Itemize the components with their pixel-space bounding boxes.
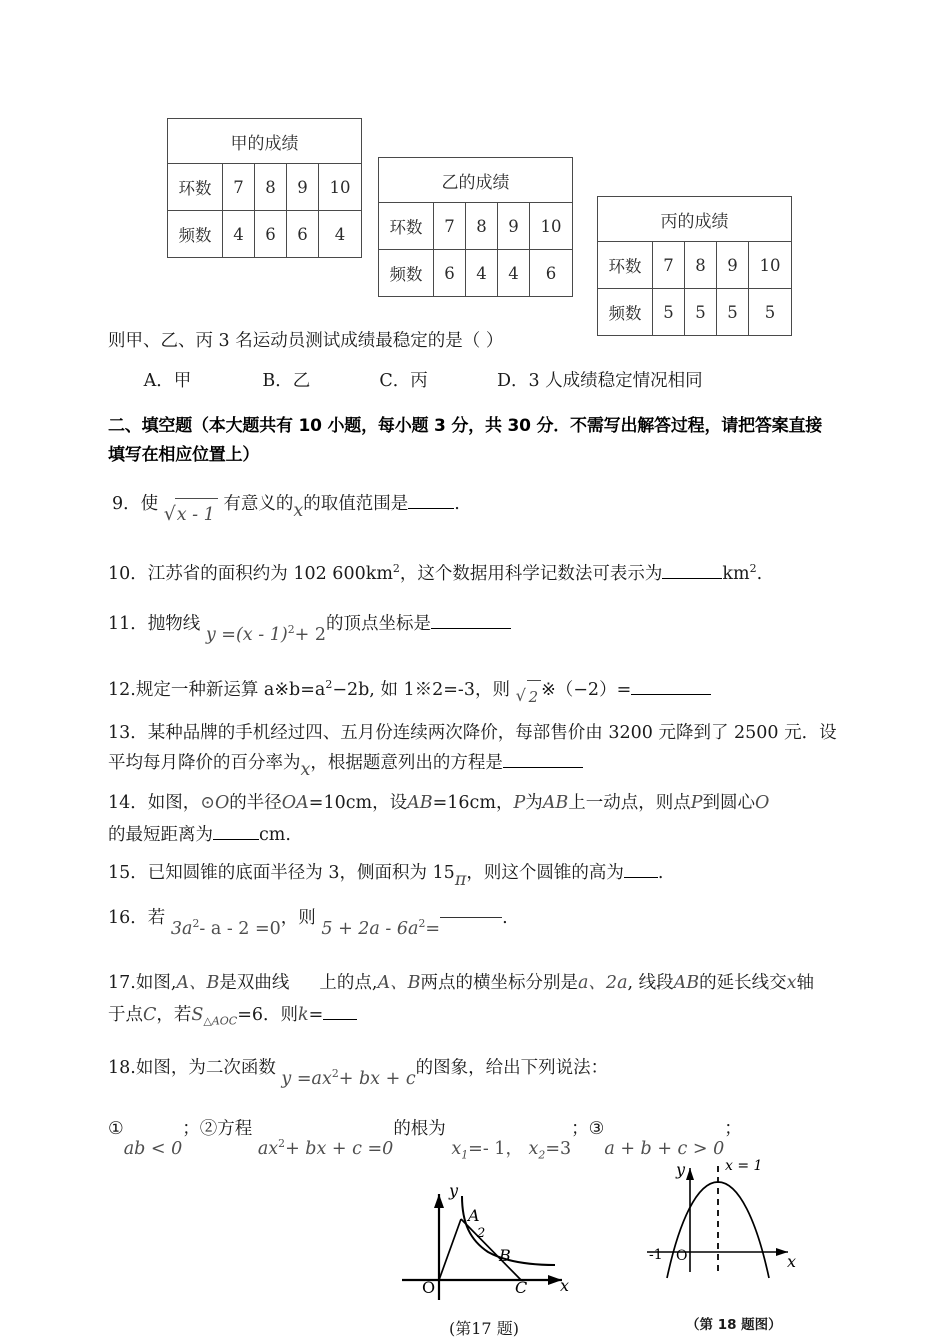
question-17-text-3: 上的点, <box>319 973 378 993</box>
score-table-jia <box>167 118 362 258</box>
exponent: 2 <box>192 917 200 930</box>
root-x1 <box>451 1134 523 1171</box>
question-17-text-8: 于点 <box>108 1005 143 1025</box>
question-14-text-9: cm. <box>259 825 291 845</box>
table-row <box>168 164 362 211</box>
segment-ab: AB <box>407 793 433 813</box>
question-14-text-4: =16cm， <box>432 793 514 813</box>
row-label-rings: 环数 <box>598 242 653 289</box>
figure-18 <box>645 1160 825 1292</box>
figure-17-point-a-label: A <box>468 1206 480 1225</box>
row-label-freq: 频数 <box>168 211 223 258</box>
question-13-variable: x <box>300 760 311 780</box>
option-a-key: A． <box>143 371 174 391</box>
figure-18-y-label: y <box>676 1160 686 1179</box>
row-label-rings: 环数 <box>168 164 223 211</box>
question-17-text-1: 如图, <box>135 973 177 993</box>
point-c: C <box>143 1005 157 1025</box>
figure-17-caption: (第17 题) <box>449 1319 519 1338</box>
question-14-text-7: 到圆心 <box>702 793 756 813</box>
fn-tail: + bx + c <box>338 1068 416 1089</box>
eq-tail: + bx + c =0 <box>285 1138 394 1159</box>
question-11 <box>108 604 511 645</box>
statement-1: ab < 0 <box>123 1138 183 1159</box>
answer-blank[interactable] <box>440 917 502 918</box>
table-row <box>598 289 792 336</box>
k-variable: k <box>298 1005 309 1025</box>
ring-value: 10 <box>319 164 362 211</box>
question-16-text-1: 若 <box>147 907 166 928</box>
question-9-text-1: 使 <box>140 494 159 514</box>
answer-blank[interactable] <box>662 578 722 579</box>
ring-value: 7 <box>223 164 255 211</box>
question-11-number: 11． <box>108 613 148 634</box>
eq2-tail: = <box>425 918 441 939</box>
freq-value: 5 <box>653 289 685 336</box>
question-12-text-3: ※（−2）= <box>541 679 632 700</box>
freq-value: 6 <box>255 211 287 258</box>
question-16-text-3: . <box>502 907 508 928</box>
question-11-text-1: 抛物线 <box>147 613 201 634</box>
exponent: 2 <box>278 1137 286 1150</box>
question-17-line-2 <box>108 1000 357 1037</box>
question-15-number: 15． <box>108 863 148 883</box>
question-13-text-1: 某种品牌的手机经过四、五月份连续两次降价，每部售价由 3200 元降到了 2500 元．设 <box>147 723 837 743</box>
ring-value: 8 <box>685 242 717 289</box>
point-p: P <box>690 793 703 813</box>
question-10 <box>108 554 762 589</box>
figure-18-x-label: x <box>787 1252 797 1271</box>
question-13-line-1 <box>108 718 837 748</box>
ring-value: 7 <box>434 203 466 250</box>
table-title-row <box>168 119 362 164</box>
freq-value: 4 <box>319 211 362 258</box>
freq-value: 4 <box>498 250 530 297</box>
question-15 <box>108 858 663 888</box>
x2-subscript: 2 <box>538 1148 546 1162</box>
question-15-text-1: 已知圆锥的底面半径为 3，侧面积为 15 <box>147 863 455 883</box>
area-subscript: △AOC <box>203 1014 238 1028</box>
exponent: 2 <box>749 562 757 575</box>
table-row <box>379 250 573 297</box>
pi-symbol: π <box>454 870 467 890</box>
question-14-text-6: 上一动点，则点 <box>568 793 691 813</box>
question-13-number: 13． <box>108 723 148 743</box>
freq-value: 4 <box>223 211 255 258</box>
x-variable: x <box>786 973 797 993</box>
exponent: 2 <box>418 917 426 930</box>
question-9-radical <box>164 498 218 530</box>
score-table-yi <box>378 157 573 297</box>
question-10-text-3: km <box>722 563 750 584</box>
separator: ； <box>571 1118 589 1139</box>
statement-2-text: 的根为 <box>393 1118 446 1139</box>
question-8-options <box>108 366 703 396</box>
point-p: P <box>513 793 526 813</box>
formula-y: y = <box>205 624 236 645</box>
answer-blank[interactable] <box>323 1019 357 1020</box>
question-18-line-1 <box>108 1048 609 1089</box>
question-17-text-10: =6．则 <box>237 1005 299 1025</box>
freq-value: 4 <box>466 250 498 297</box>
question-9 <box>112 487 460 525</box>
statement-3-marker: ③ <box>588 1118 605 1139</box>
table-row <box>379 203 573 250</box>
freq-value: 6 <box>530 250 573 297</box>
figure-17 <box>392 1178 587 1312</box>
abscissas: a、2a <box>578 973 628 993</box>
question-14-line-1 <box>108 788 769 818</box>
table-title: 甲的成绩 <box>168 119 362 164</box>
formula-tail: + 2 <box>294 624 326 645</box>
points-ab: A、B <box>176 973 220 993</box>
question-12-radical <box>516 680 542 712</box>
figure-17-point-b-label: B <box>499 1246 511 1265</box>
question-14-text-2: 的半径 <box>229 793 282 813</box>
question-10-text-4: . <box>756 563 763 584</box>
question-9-number: 9． <box>112 494 141 514</box>
eq-lead: ax <box>257 1138 279 1159</box>
question-9-text-3: 的取值范围是 <box>303 494 409 514</box>
ring-value: 9 <box>717 242 749 289</box>
statement-2-marker: ②方程 <box>199 1118 253 1139</box>
question-13-text-2a: 平均每月降价的百分率为 <box>108 753 301 773</box>
eq2-lead: 5 + 2a - 6a <box>321 918 419 939</box>
separator: ； <box>182 1118 200 1139</box>
row-label-freq: 频数 <box>598 289 653 336</box>
figure-17-value-2-label: 2 <box>477 1226 486 1241</box>
ring-value: 8 <box>255 164 287 211</box>
ring-value: 8 <box>466 203 498 250</box>
option-c-text: 丙 <box>410 371 428 391</box>
ring-value: 10 <box>749 242 792 289</box>
point-o: O <box>755 793 770 813</box>
answer-blank[interactable] <box>631 694 711 695</box>
question-13-line-2 <box>108 748 583 778</box>
question-14-text-3: =10cm，设 <box>308 793 408 813</box>
question-17-text-4: 两点的横坐标分别是 <box>420 973 578 993</box>
freq-value: 5 <box>749 289 792 336</box>
question-16-text-2: ，则 <box>280 907 316 928</box>
question-16-equation-2 <box>321 909 440 944</box>
section-2-heading-line-2: 填写在相应位置上） <box>108 445 260 465</box>
figure-17-origin-label: O <box>422 1278 436 1297</box>
question-16 <box>108 898 508 939</box>
figure-17-point-c-label: C <box>515 1278 528 1297</box>
eq1-lead: 3a <box>170 918 193 939</box>
segment-oa: OA <box>281 793 309 813</box>
formula-paren: (x - 1) <box>235 624 288 645</box>
freq-value: 5 <box>717 289 749 336</box>
x1-symbol: x <box>451 1138 462 1159</box>
question-17-text-9: ，若 <box>156 1005 192 1025</box>
question-16-equation-1 <box>171 909 281 944</box>
answer-blank[interactable] <box>503 767 583 768</box>
statement-3: a + b + c > 0 <box>604 1138 725 1159</box>
fn-lead: y =ax <box>281 1068 332 1089</box>
figure-17-x-label: x <box>560 1276 570 1295</box>
option-a-text: 甲 <box>173 371 192 391</box>
option-b-text: 乙 <box>292 371 311 391</box>
radicand: 2 <box>527 680 542 712</box>
radicand: x - 1 <box>175 498 218 530</box>
question-16-number: 16． <box>108 907 148 928</box>
question-11-formula <box>206 615 326 650</box>
option-b-key: B． <box>262 371 293 391</box>
question-17-text-2: 是双曲线 <box>219 973 290 993</box>
table-title-row <box>598 197 792 242</box>
answer-blank[interactable] <box>408 508 454 509</box>
figure-18-x-intercept-label: -1 <box>649 1247 663 1263</box>
question-18-text-2: 的图象，给出下列说法： <box>415 1057 609 1078</box>
ring-value: 9 <box>498 203 530 250</box>
segment-ab: AB <box>542 793 569 813</box>
question-9-variable: x <box>293 501 304 521</box>
figure-18-symmetry-line-label: x = 1 <box>725 1158 763 1174</box>
question-13-text-2b: ，根据题意列出的方程是 <box>310 753 503 773</box>
ring-value: 9 <box>287 164 319 211</box>
question-15-text-3: . <box>657 863 664 883</box>
question-8-stem: 则甲、乙、丙 3 名运动员测试成绩最稳定的是（ ） <box>108 331 504 351</box>
row-label-rings: 环数 <box>379 203 434 250</box>
question-18-function <box>281 1059 415 1094</box>
exponent: 2 <box>325 678 333 691</box>
exponent: 2 <box>287 623 295 636</box>
exponent: 2 <box>392 562 400 575</box>
figure-18-origin-label: O <box>676 1248 688 1264</box>
table-title-row <box>379 158 573 203</box>
question-12-text-2: −2b, 如 1※2=-3，则 <box>332 679 510 700</box>
question-17-line-1 <box>108 968 814 998</box>
table-title: 丙的成绩 <box>598 197 792 242</box>
table-row <box>168 211 362 258</box>
question-11-text-2: 的顶点坐标是 <box>325 613 431 634</box>
question-18-text-1: 如图，为二次函数 <box>135 1057 276 1078</box>
question-10-number: 10． <box>108 563 148 584</box>
segment-ab: AB <box>673 973 700 993</box>
question-10-text-2: ，这个数据用科学记数法可表示为 <box>399 563 663 584</box>
eq1-tail: - a - 2 =0 <box>199 918 281 939</box>
option-d-text: 3 人成绩稳定情况相同 <box>528 371 703 391</box>
question-17-text-7: 轴 <box>796 973 815 993</box>
x1-subscript: 1 <box>461 1148 469 1162</box>
root-x2 <box>529 1134 572 1171</box>
table-row <box>598 242 792 289</box>
question-14-text-8: 的最短距离为 <box>108 825 213 845</box>
statement-2-equation <box>258 1129 393 1164</box>
section-2-heading-line-1: 二、填空题（本大题共有 10 小题，每小题 3 分，共 30 分．不需写出解答过程，请把答案直接 <box>108 416 823 436</box>
figure-18-svg <box>645 1160 825 1288</box>
figure-17-y-label: y <box>449 1181 459 1200</box>
question-18-statements <box>108 1118 742 1162</box>
statement-1-marker: ① <box>108 1118 124 1139</box>
figure-18-caption: （第 18 题图） <box>686 1317 782 1333</box>
separator: ； <box>724 1118 742 1139</box>
question-14-text-5: 为 <box>525 793 543 813</box>
ring-value: 10 <box>530 203 573 250</box>
question-14-number: 14． <box>108 793 148 813</box>
question-14-text-1: 如图， <box>147 793 201 813</box>
question-17-text-11: = <box>308 1005 324 1025</box>
answer-blank[interactable] <box>624 877 658 878</box>
question-9-text-4: . <box>454 494 460 514</box>
answer-blank[interactable] <box>431 628 511 629</box>
question-9-text-2: 有意义的 <box>223 494 294 514</box>
ring-value: 7 <box>653 242 685 289</box>
option-d-key: D． <box>496 371 529 391</box>
freq-value: 6 <box>434 250 466 297</box>
points-ab: A、B <box>377 973 421 993</box>
question-17-number: 17. <box>108 973 136 993</box>
area-symbol: S <box>191 1005 204 1025</box>
table-title: 乙的成绩 <box>379 158 573 203</box>
question-12-text-1: 规定一种新运算 a※b=a <box>135 679 326 700</box>
freq-value: 6 <box>287 211 319 258</box>
row-label-freq: 频数 <box>379 250 434 297</box>
question-10-text-1: 江苏省的面积约为 102 600km <box>147 563 393 584</box>
question-14-line-2 <box>108 820 291 850</box>
question-12-number: 12. <box>108 679 136 700</box>
question-17-text-6: 的延长线交 <box>699 973 787 993</box>
exponent: 2 <box>331 1067 339 1080</box>
x2-symbol: x <box>528 1138 539 1159</box>
freq-value: 5 <box>685 289 717 336</box>
x1-value: =- 1， <box>468 1138 523 1159</box>
question-17-text-5: , 线段 <box>627 973 674 993</box>
score-table-bing <box>597 196 792 336</box>
answer-blank[interactable] <box>213 839 259 840</box>
question-12 <box>108 670 711 705</box>
question-18-number: 18. <box>108 1057 136 1078</box>
question-15-text-2: ，则这个圆锥的高为 <box>466 863 624 883</box>
x2-value: =3 <box>545 1138 572 1159</box>
option-c-key: C． <box>379 371 411 391</box>
circle-o-symbol: ⊙O <box>200 793 230 813</box>
